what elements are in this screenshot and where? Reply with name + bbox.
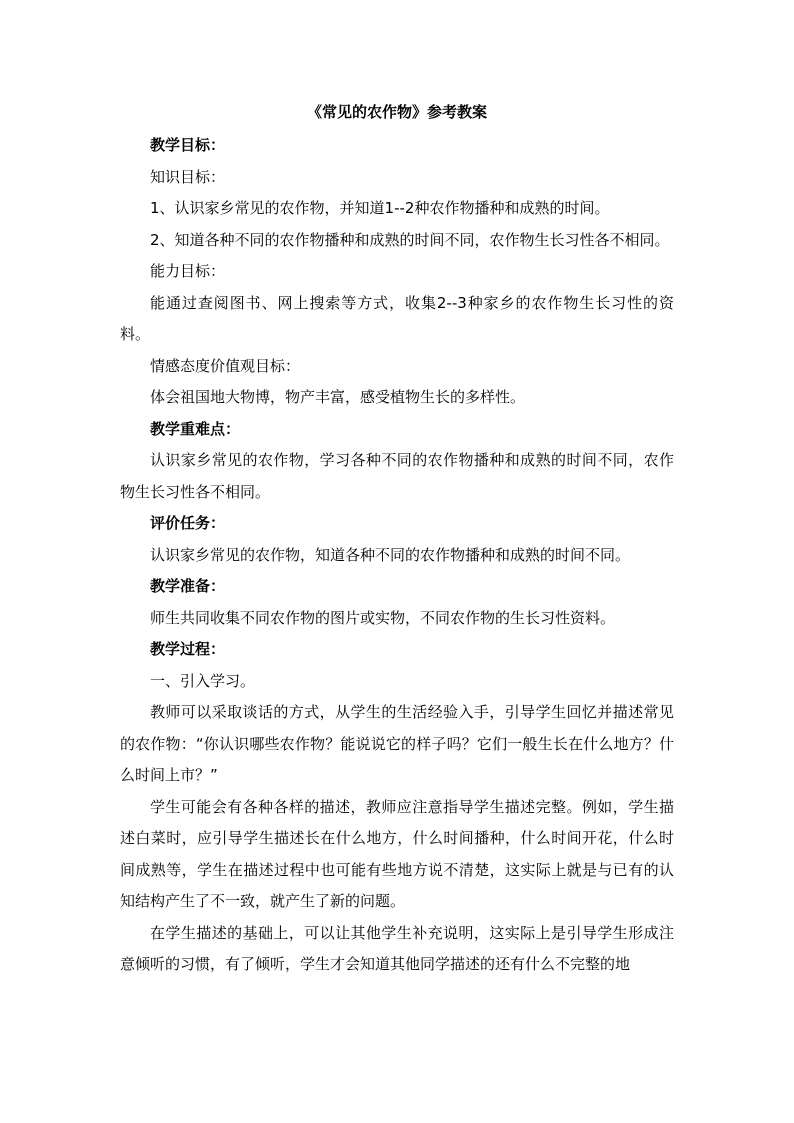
paragraph-ability-goal: 能通过查阅图书、网上搜索等方式，收集2--3种家乡的农作物生长习性的资料。 — [120, 293, 674, 343]
paragraph-process-2: 学生可能会有各种各样的描述，教师应注意指导学生描述完整。例如，学生描述白菜时，应引导学生描述长在什么地方，什么时间播种，什么时间开花，什么时间成熟等，学生在描述过程中也可能有些地方说不清楚，这实际上就是与已有的认知结构产生了不一致，就产生了新的问题。 — [120, 797, 674, 910]
document-title: 《常见的农作物》参考教案 — [306, 103, 487, 121]
heading-key-points: 教学重难点： — [150, 419, 241, 438]
heading-teaching-preparation: 教学准备： — [150, 577, 226, 595]
subheading-emotion-goals: 情感态度价值观目标： — [150, 356, 301, 375]
subheading-ability-goals: 能力目标： — [150, 262, 226, 280]
subheading-introduction: 一、引入学习。 — [150, 671, 256, 690]
paragraph-emotion-goal: 体会祖国地大物博，物产丰富，感受植物生长的多样性。 — [150, 388, 526, 406]
paragraph-knowledge-goal-2: 2、知道各种不同的农作物播种和成熟的时间不同，农作物生长习性各不相同。 — [150, 230, 670, 249]
heading-evaluation-tasks: 评价任务： — [150, 514, 226, 532]
heading-teaching-goals: 教学目标： — [150, 136, 226, 154]
document-body — [120, 130, 674, 981]
paragraph-teaching-preparation: 师生共同收集不同农作物的图片或实物，不同农作物的生长习性资料。 — [150, 608, 616, 627]
paragraph-knowledge-goal-1: 1、认识家乡常见的农作物，并知道1--2种农作物播种和成熟的时间。 — [150, 199, 610, 217]
paragraph-evaluation-tasks: 认识家乡常见的农作物，知道各种不同的农作物播种和成熟的时间不同。 — [150, 545, 631, 564]
paragraph-process-3: 在学生描述的基础上，可以让其他学生补充说明，这实际上是引导学生形成注意倾听的习惯，有了倾听，学生才会知道其他同学描述的还有什么不完整的地 — [120, 923, 674, 973]
subheading-knowledge-goals: 知识目标： — [150, 167, 226, 186]
paragraph-process-1: 教师可以采取谈话的方式，从学生的生活经验入手，引导学生回忆并描述常见的农作物：“你认识哪些农作物？能说说它的样子吗？它们一般生长在什么地方？什么时间上市？” — [120, 703, 674, 784]
paragraph-key-points: 认识家乡常见的农作物，学习各种不同的农作物播种和成熟的时间不同，农作物生长习性各不相同。 — [120, 451, 674, 501]
heading-teaching-process: 教学过程： — [150, 640, 226, 658]
